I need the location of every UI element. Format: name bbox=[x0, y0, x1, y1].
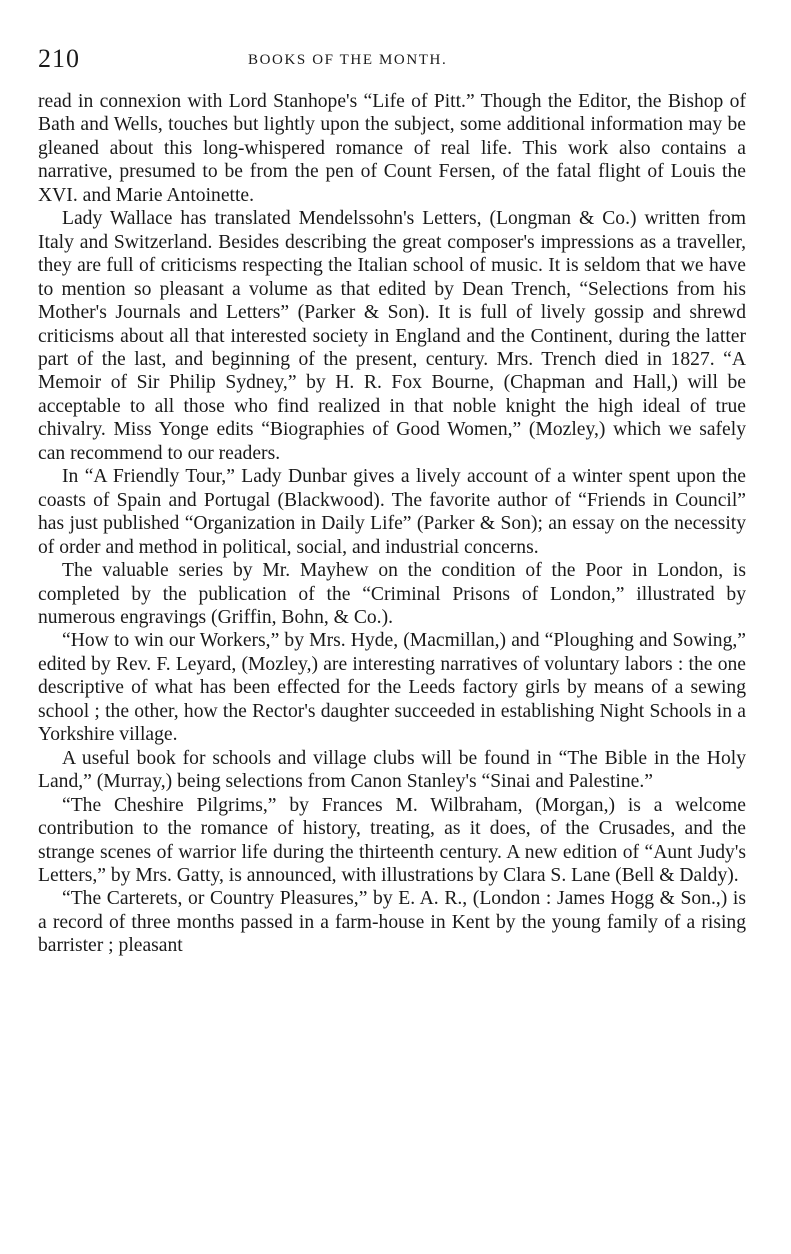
page-header bbox=[38, 44, 746, 74]
paragraph-friendly-tour: In “A Friendly Tour,” Lady Dunbar gives a lively account of a winter spent upon the coasts of Spain and Portugal (Blackwood). The favorite author of “Friends in Council” has just published “Organization in Daily Life” (Parker & Son); an essay on the necessity of order and method in political, social, and industrial concerns. bbox=[38, 466, 746, 558]
paragraph-cheshire-pilgrims: “The Cheshire Pilgrims,” by Frances M. Wilbraham, (Morgan,) is a welcome contribution to the romance of history, treating, as it does, of the Crusades, and the strange scenes of warrior life during the thirteenth century. A new edition of “Aunt Judy's Letters,” by Mrs. Gatty, is announced, with illustrations by Clara S. Lane (Bell & Daldy). bbox=[38, 794, 746, 886]
article-body bbox=[38, 90, 746, 958]
page-number: 210 bbox=[38, 44, 80, 73]
running-head: BOOKS OF THE MONTH. bbox=[248, 52, 448, 68]
paragraph-mendelssohn-letters: Lady Wallace has translated Mendelssohn's Letters, (Longman & Co.) written from Italy and Switzerland. Besides describing the great composer's impressions as a traveller, they are full of criticisms respecting the Italian school of music. It is seldom that we have to mention so pleasant a volume as that edited by Dean Trench, “Selections from his Mother's Journals and Letters” (Parker & Son). It is full of lively gossip and shrewd criticisms about all that interested society in England and the Continent, during the latter part of the last, and beginning of the present, century. Mrs. Trench died in 1827. “A Memoir of Sir Philip Sydney,” by H. R. Fox Bourne, (Chapman and Hall,) will be acceptable to all those who find realized in that noble knight the high ideal of true chivalry. Miss Yonge edits “Biographies of Good Women,” (Mozley,) which we safely can recommend to our readers. bbox=[38, 208, 746, 464]
paragraph-bible-holy-land: A useful book for schools and village clubs will be found in “The Bible in the Holy Land,” (Murray,) being selections from Canon Stanley's “Sinai and Palestine.” bbox=[38, 747, 746, 793]
paragraph-continuation: read in connexion with Lord Stanhope's “Life of Pitt.” Though the Editor, the Bishop of Bath and Wells, touches but lightly upon the subject, some additional information may be gleaned about this long-whispered romance of real life. This work also contains a narrative, presumed to be from the pen of Count Fersen, of the fatal flight of Louis the XVI. and Marie Antoinette. bbox=[38, 91, 746, 206]
paragraph-carterets: “The Carterets, or Country Pleasures,” by E. A. R., (London : James Hogg & Son.,) is a record of three months passed in a farm-house in Kent by the young family of a rising barrister ; pleasant bbox=[38, 888, 746, 957]
paragraph-mayhew-series: The valuable series by Mr. Mayhew on the condition of the Poor in London, is completed by the publication of the “Criminal Prisons of London,” illustrated by numerous engravings (Griffin, Bohn, & Co.). bbox=[38, 560, 746, 628]
paragraph-win-our-workers: “How to win our Workers,” by Mrs. Hyde, (Macmillan,) and “Ploughing and Sowing,” edited by Rev. F. Leyard, (Mozley,) are interesting narratives of voluntary labors : the one descriptive of what has been effected for the Leeds factory girls by means of a sewing school ; the other, how the Rector's daughter succeeded in establishing Night Schools in a Yorkshire village. bbox=[38, 630, 746, 746]
